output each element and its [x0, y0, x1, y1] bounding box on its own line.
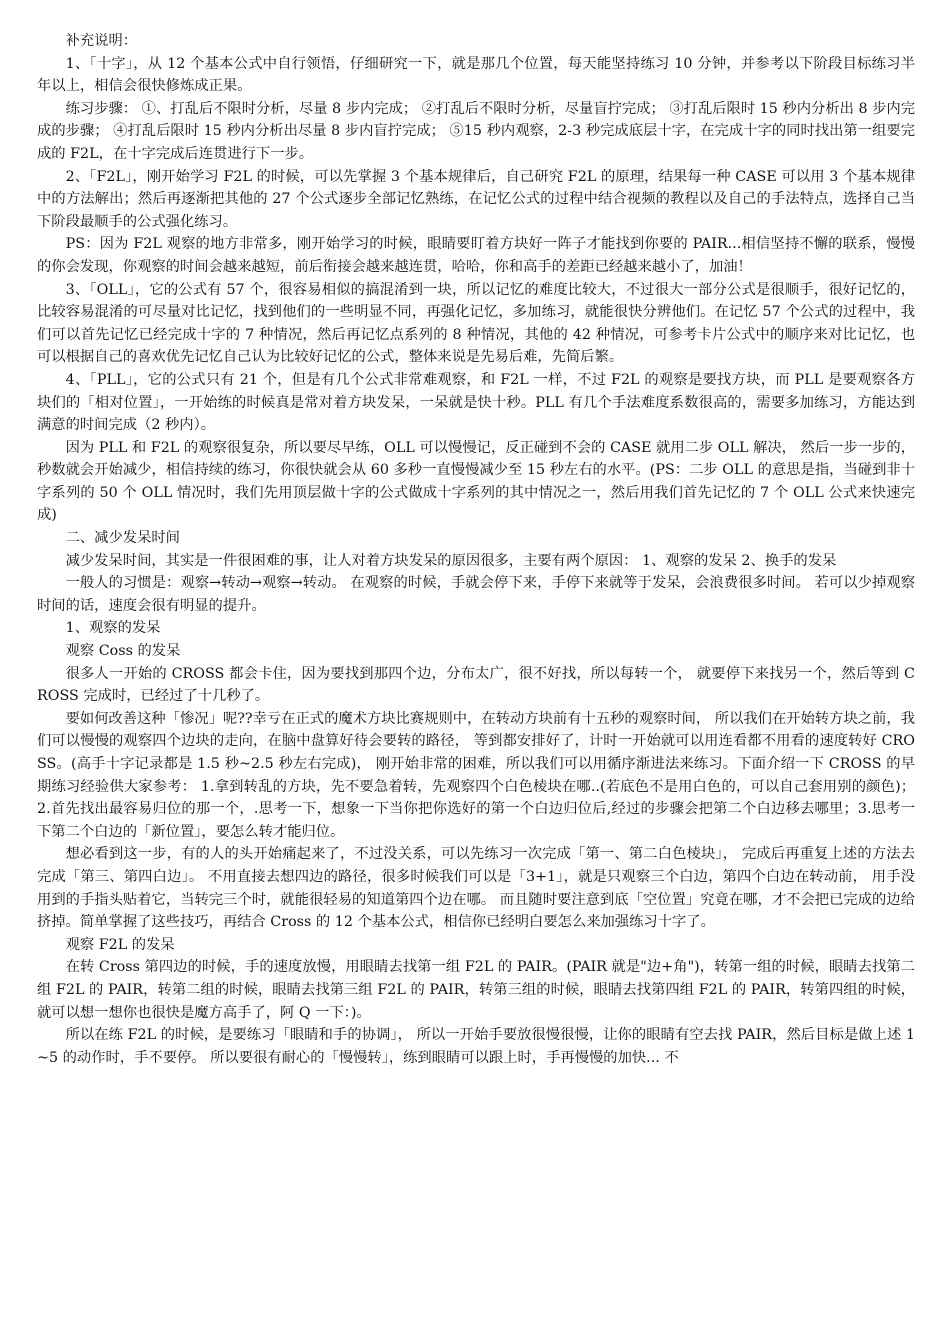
subheading-observe-idle: 1、观察的发呆 [65, 620, 161, 637]
paragraph-cross-improve: 要如何改善这种「惨况」呢??幸亏在正式的魔术方块比赛规则中，在转动方块前有十五秒的观察时间， 所以我们在开始转方块之前，我们可以慢慢的观察四个边块的走向，在脑中盘算好待会要转的路径， 等到都安排好了，计时一开始就可以用连看都不用看的速度转好 CROSS。(高手十字记录都是 1.5 秒~2.5 秒左右完成)， 刚开始非常的困难，所以我们可以用循序渐进法来练习。下面介绍一下 CROSS 的早期练习经验供大家参考： 1.拿到转乱的方块，先不要急着转，先观察四个白色棱块在哪..(若底色不是用白色的，可以自己套用别的颜色)； 2.首先找出最容易归位的那一个，.思考一下，想象一下当你把你选好的第一个白边归位后,经过的步骤会把第二个白边移去哪里；3.思考一下第二个白边的「新位置」，要怎么转才能归位。 [37, 710, 915, 840]
paragraph-idle-reasons: 减少发呆时间，其实是一件很困难的事，让人对着方块发呆的原因很多，主要有两个原因： 1、观察的发呆 2、换手的发呆 [65, 552, 837, 569]
section-heading-reduce-idle: 二、减少发呆时间 [65, 530, 180, 547]
document-page [37, 30, 915, 1069]
paragraph-practice-steps: 练习步骤： ①、打乱后不限时分析，尽量 8 步内完成； ②打乱后不限时分析，尽量盲拧完成； ③打乱后限时 15 秒内分析出 8 步内完成的步骤； ④打乱后限时 15 秒内分析出尽量 8 步内盲拧完成； ⑤15 秒内观察，2-3 秒完成底层十字，在完成十字的同时找出第一组要完成的 F2L，在十字完成后连贯进行下一步。 [37, 100, 915, 162]
paragraph-f2l-pairs: 在转 Cross 第四边的时候，手的速度放慢，用眼睛去找第一组 F2L 的 PAIR。(PAIR 就是"边+角")，转第一组的时候，眼睛去找第二组 F2L 的 PAIR，转第二组的时候，眼睛去找第三组 F2L 的 PAIR，转第三组的时候，眼睛去找第四组 F2L 的 PAIR，转第四组的时候，就可以想一想你也很快是魔方高手了，阿 Q 一下：)。 [37, 959, 915, 1021]
paragraph-habit: 一般人的习惯是：观察→转动→观察→转动。 在观察的时候，手就会停下来，手停下来就等于发呆，会浪费很多时间。 若可以少掉观察时间的话，速度会很有明显的提升。 [37, 575, 915, 614]
paragraph-pll-f2l-practice: 因为 PLL 和 F2L 的观察很复杂，所以要尽早练，OLL 可以慢慢记，反正碰到不会的 CASE 就用二步 OLL 解决， 然后一步一步的，秒数就会开始减少，相信持续的练习，你很快就会从 60 多秒一直慢慢减少至 15 秒左右的水平。(PS：二步 OLL 的意思是指，当碰到非十字系列的 50 个 OLL 情况时，我们先用顶层做十字的公式做成十字系列的其中情况之一，然后用我们首先记忆的 7 个 OLL 公式来快速完成) [37, 439, 915, 524]
subheading-f2l-idle: 观察 F2L 的发呆 [65, 936, 175, 953]
supplement-heading: 补充说明： [65, 33, 138, 49]
paragraph-oll: 3、「OLL」，它的公式有 57 个，很容易相似的搞混淆到一块，所以记忆的难度比较大，不过很大一部分公式是很顺手，很好记忆的，比较容易混淆的可尽量对比记忆，找到他们的一些明显不同，再强化记忆，多加练习，就能很快分辨他们。在记忆 57 个公式的过程中，我们可以首先记忆已经完成十字的 7 种情况，然后再记忆点系列的 8 种情况，其他的 42 种情况，可参考卡片公式中的顺序来对比记忆，也可以根据自己的喜欢优先记忆自己认为比较好记忆的公式，整体来说是先易后难，先简后繁。 [37, 281, 915, 366]
paragraph-cross-intro: 1、「十字」，从 12 个基本公式中自行领悟，仔细研究一下，就是那几个位置，每天能坚持练习 10 分钟，并参考以下阶段目标练习半年以上，相信会很快修炼成正果。 [37, 55, 915, 95]
paragraph-cross-stuck: 很多人一开始的 CROSS 都会卡住，因为要找到那四个边，分布太广，很不好找，所以每转一个， 就要停下来找另一个，然后等到 CROSS 完成时，已经过了十几秒了。 [37, 665, 915, 705]
paragraph-cross-tips: 想必看到这一步，有的人的头开始痛起来了，不过没关系，可以先练习一次完成「第一、第二白色棱块」， 完成后再重复上述的方法去完成「第三、第四白边」。 不用直接去想四边的路径，很多时候我们可以是「3+1」，就是只观察三个白边，第四个白边在转动前， 用手没用到的手指头贴着它，当转完三个时，就能很轻易的知道第四个边在哪。 而且随时要注意到底「空位置」究竟在哪，才不会把已完成的边给挤掉。简单掌握了这些技巧，再结合 Cross 的 12 个基本公式，相信你已经明白要怎么来加强练习十字了。 [37, 846, 915, 931]
paragraph-f2l-ps: PS：因为 F2L 观察的地方非常多，刚开始学习的时候，眼睛要盯着方块好一阵子才能找到你要的 PAIR...相信坚持不懈的联系，慢慢的你会发现，你观察的时间会越来越短，前后衔接会越来越连贯，哈哈，你和高手的差距已经越来越小了，加油！ [37, 236, 915, 275]
subheading-cross-idle: 观察 Coss 的发呆 [65, 643, 181, 660]
paragraph-eye-hand: 所以在练 F2L 的时候，是要练习「眼睛和手的协调」， 所以一开始手要放很慢很慢，让你的眼睛有空去找 PAIR，然后目标是做上述 1~5 的动作时，手不要停。 所以要很有耐心的「慢慢转」，练到眼睛可以跟上时，手再慢慢的加快... 不 [37, 1027, 915, 1066]
paragraph-pll: 4、「PLL」，它的公式只有 21 个，但是有几个公式非常难观察，和 F2L 一样，不过 F2L 的观察是要找方块，而 PLL 是要观察各方块们的「相对位置」，一开始练的时候真是常对着方块发呆，一呆就是快十秒。PLL 有几个手法难度系数很高的，需要多加练习，方能达到满意的时间完成（2 秒内）。 [37, 371, 915, 434]
paragraph-f2l: 2、「F2L」，刚开始学习 F2L 的时候，可以先掌握 3 个基本规律后，自己研究 F2L 的原理，结果每一种 CASE 可以用 3 个基本规律中的方法解出；然后再逐渐把其他的 27 个公式逐步全部记忆熟练，在记忆公式的过程中结合视频的教程以及自己的手法特点，选择自己当下阶段最顺手的公式强化练习。 [37, 168, 915, 230]
